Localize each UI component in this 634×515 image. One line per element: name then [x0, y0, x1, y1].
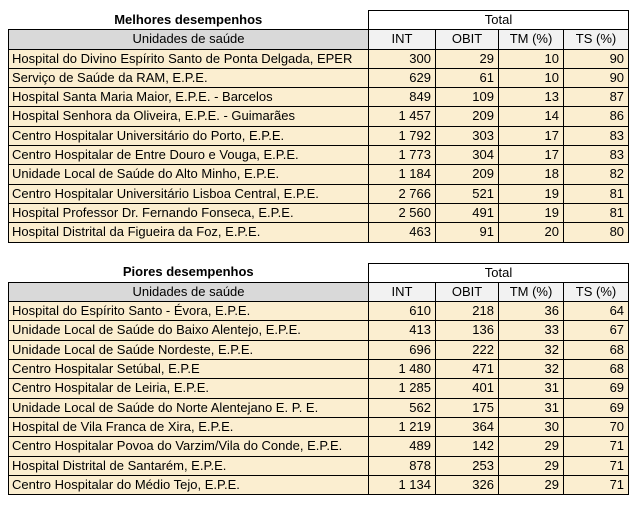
tm-cell: 29 [499, 456, 564, 475]
ts-cell: 83 [564, 126, 629, 145]
int-cell: 1 792 [369, 126, 436, 145]
int-cell: 629 [369, 68, 436, 87]
table-title: Melhores desempenhos [9, 11, 369, 30]
unit-name-cell: Unidade Local de Saúde do Norte Alentejano E. P. E. [9, 398, 369, 417]
table-row [9, 223, 629, 242]
title-row [9, 11, 629, 30]
obit-cell: 142 [436, 437, 499, 456]
obit-cell: 109 [436, 88, 499, 107]
ts-cell: 86 [564, 107, 629, 126]
ts-cell: 83 [564, 146, 629, 165]
table-row [9, 302, 629, 321]
ts-cell: 87 [564, 88, 629, 107]
int-cell: 1 773 [369, 146, 436, 165]
obit-cell: 303 [436, 126, 499, 145]
ts-cell: 68 [564, 340, 629, 359]
ts-cell: 67 [564, 321, 629, 340]
tm-cell: 10 [499, 49, 564, 68]
int-cell: 610 [369, 302, 436, 321]
col-header-ts: TS (%) [564, 282, 629, 301]
int-cell: 489 [369, 437, 436, 456]
unit-name-cell: Centro Hospitalar Setúbal, E.P.E [9, 360, 369, 379]
table-row [9, 88, 629, 107]
int-cell: 849 [369, 88, 436, 107]
unit-name-cell: Centro Hospitalar Povoa do Varzim/Vila do Conde, E.P.E. [9, 437, 369, 456]
tm-cell: 14 [499, 107, 564, 126]
ts-cell: 81 [564, 184, 629, 203]
int-cell: 562 [369, 398, 436, 417]
tm-cell: 31 [499, 379, 564, 398]
table-row [9, 360, 629, 379]
column-header-row [9, 282, 629, 301]
tm-cell: 13 [499, 88, 564, 107]
unit-name-cell: Centro Hospitalar do Médio Tejo, E.P.E. [9, 475, 369, 494]
int-cell: 1 480 [369, 360, 436, 379]
col-header-int: INT [369, 282, 436, 301]
table-row [9, 68, 629, 87]
obit-cell: 222 [436, 340, 499, 359]
tm-cell: 17 [499, 126, 564, 145]
unit-name-cell: Centro Hospitalar Universitário Lisboa Central, E.P.E. [9, 184, 369, 203]
total-group-header: Total [369, 11, 629, 30]
ts-cell: 70 [564, 417, 629, 436]
tm-cell: 19 [499, 184, 564, 203]
unit-name-cell: Hospital do Espírito Santo - Évora, E.P.E. [9, 302, 369, 321]
worst-performance-table [8, 263, 629, 496]
table-row [9, 107, 629, 126]
table-row [9, 475, 629, 494]
unit-name-cell: Hospital Santa Maria Maior, E.P.E. - Barcelos [9, 88, 369, 107]
units-column-header: Unidades de saúde [9, 30, 369, 49]
tm-cell: 29 [499, 437, 564, 456]
ts-cell: 64 [564, 302, 629, 321]
obit-cell: 91 [436, 223, 499, 242]
obit-cell: 491 [436, 203, 499, 222]
tm-cell: 31 [499, 398, 564, 417]
tm-cell: 32 [499, 360, 564, 379]
unit-name-cell: Hospital do Divino Espírito Santo de Ponta Delgada, EPER [9, 49, 369, 68]
int-cell: 413 [369, 321, 436, 340]
ts-cell: 90 [564, 68, 629, 87]
int-cell: 696 [369, 340, 436, 359]
obit-cell: 218 [436, 302, 499, 321]
table-row [9, 340, 629, 359]
obit-cell: 471 [436, 360, 499, 379]
table-row [9, 437, 629, 456]
column-header-row [9, 30, 629, 49]
table-row [9, 456, 629, 475]
ts-cell: 71 [564, 475, 629, 494]
unit-name-cell: Hospital Distrital de Santarém, E.P.E. [9, 456, 369, 475]
ts-cell: 68 [564, 360, 629, 379]
tm-cell: 32 [499, 340, 564, 359]
obit-cell: 253 [436, 456, 499, 475]
title-row [9, 263, 629, 282]
tm-cell: 19 [499, 203, 564, 222]
tm-cell: 33 [499, 321, 564, 340]
unit-name-cell: Serviço de Saúde da RAM, E.P.E. [9, 68, 369, 87]
table-row [9, 203, 629, 222]
unit-name-cell: Unidade Local de Saúde do Baixo Alentejo, E.P.E. [9, 321, 369, 340]
int-cell: 1 457 [369, 107, 436, 126]
int-cell: 1 285 [369, 379, 436, 398]
unit-name-cell: Hospital Senhora da Oliveira, E.P.E. - Guimarães [9, 107, 369, 126]
best-performance-table [8, 10, 629, 243]
tm-cell: 30 [499, 417, 564, 436]
tm-cell: 36 [499, 302, 564, 321]
unit-name-cell: Unidade Local de Saúde Nordeste, E.P.E. [9, 340, 369, 359]
ts-cell: 69 [564, 379, 629, 398]
tm-cell: 17 [499, 146, 564, 165]
unit-name-cell: Hospital Distrital da Figueira da Foz, E.P.E. [9, 223, 369, 242]
int-cell: 2 560 [369, 203, 436, 222]
int-cell: 300 [369, 49, 436, 68]
int-cell: 1 219 [369, 417, 436, 436]
table-row [9, 321, 629, 340]
obit-cell: 136 [436, 321, 499, 340]
table-row [9, 146, 629, 165]
int-cell: 1 134 [369, 475, 436, 494]
obit-cell: 61 [436, 68, 499, 87]
table-row [9, 417, 629, 436]
int-cell: 1 184 [369, 165, 436, 184]
unit-name-cell: Centro Hospitalar Universitário do Porto, E.P.E. [9, 126, 369, 145]
tm-cell: 20 [499, 223, 564, 242]
obit-cell: 175 [436, 398, 499, 417]
col-header-int: INT [369, 30, 436, 49]
obit-cell: 326 [436, 475, 499, 494]
unit-name-cell: Centro Hospitalar de Entre Douro e Vouga, E.P.E. [9, 146, 369, 165]
obit-cell: 304 [436, 146, 499, 165]
ts-cell: 71 [564, 456, 629, 475]
int-cell: 878 [369, 456, 436, 475]
units-column-header: Unidades de saúde [9, 282, 369, 301]
int-cell: 2 766 [369, 184, 436, 203]
obit-cell: 209 [436, 165, 499, 184]
total-group-header: Total [369, 263, 629, 282]
ts-cell: 82 [564, 165, 629, 184]
obit-cell: 209 [436, 107, 499, 126]
ts-cell: 69 [564, 398, 629, 417]
unit-name-cell: Centro Hospitalar de Leiria, E.P.E. [9, 379, 369, 398]
table-title: Piores desempenhos [9, 263, 369, 282]
ts-cell: 71 [564, 437, 629, 456]
tm-cell: 29 [499, 475, 564, 494]
col-header-tm: TM (%) [499, 30, 564, 49]
ts-cell: 81 [564, 203, 629, 222]
tm-cell: 18 [499, 165, 564, 184]
col-header-ts: TS (%) [564, 30, 629, 49]
table-row [9, 398, 629, 417]
obit-cell: 364 [436, 417, 499, 436]
obit-cell: 521 [436, 184, 499, 203]
col-header-obit: OBIT [436, 30, 499, 49]
int-cell: 463 [369, 223, 436, 242]
tm-cell: 10 [499, 68, 564, 87]
unit-name-cell: Hospital de Vila Franca de Xira, E.P.E. [9, 417, 369, 436]
col-header-obit: OBIT [436, 282, 499, 301]
table-row [9, 165, 629, 184]
col-header-tm: TM (%) [499, 282, 564, 301]
table-row [9, 126, 629, 145]
unit-name-cell: Hospital Professor Dr. Fernando Fonseca, E.P.E. [9, 203, 369, 222]
ts-cell: 80 [564, 223, 629, 242]
obit-cell: 401 [436, 379, 499, 398]
obit-cell: 29 [436, 49, 499, 68]
table-row [9, 49, 629, 68]
ts-cell: 90 [564, 49, 629, 68]
unit-name-cell: Unidade Local de Saúde do Alto Minho, E.P.E. [9, 165, 369, 184]
table-row [9, 184, 629, 203]
table-row [9, 379, 629, 398]
